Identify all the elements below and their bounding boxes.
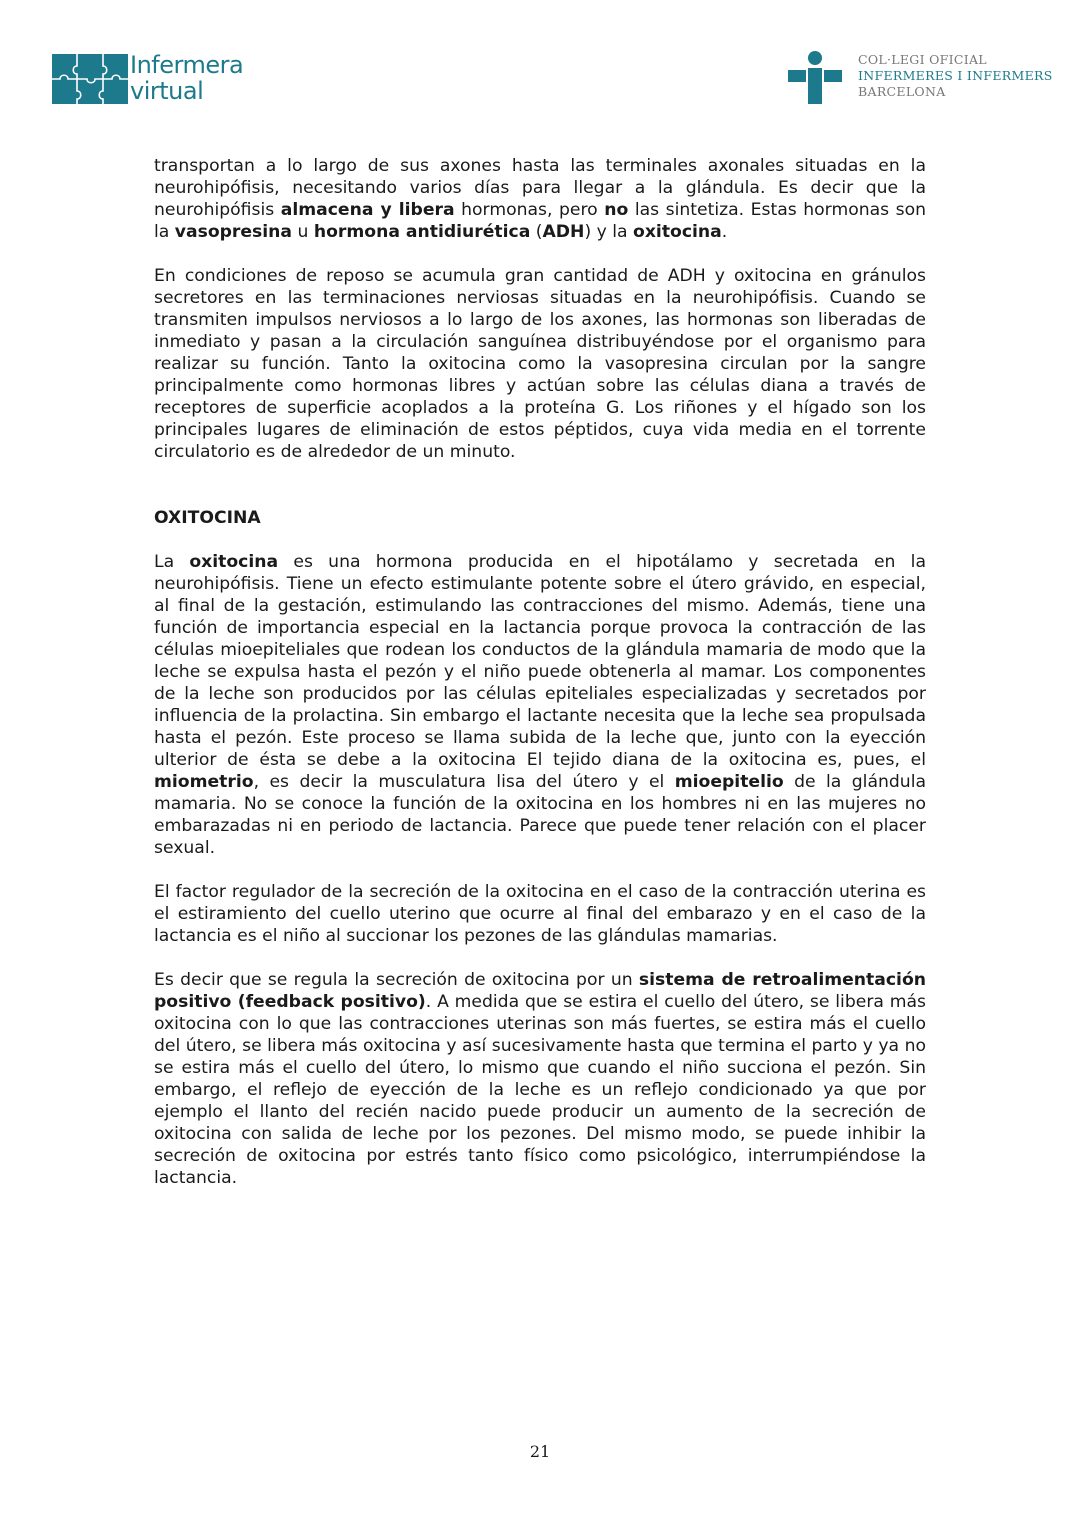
puzzle-icon [52, 54, 128, 104]
logo-line-2: virtual [130, 77, 204, 105]
paragraph-3: La oxitocina es una hormona producida en el hipotálamo y secretada en la neurohipófisis. Tiene un efecto estimulante potente sobre el útero grávido, en especial, al final de la gestación, estimulando las contracciones del mismo. Además, tiene una función de importancia especial en la lactancia porque provoca la contracción de las células mioepiteliales que rodean los conductos de la glándula mamaria de modo que la leche se expulsa hasta el pezón y el niño puede obtenerla al mamar. Los componentes de la leche son producidos por las células epiteliales especializadas y secretados por influencia de la prolactina. Sin embargo el lactante necesita que la leche sea propulsada hasta el pezón. Este proceso se llama subida de la leche que, junto con la eyección ulterior de ésta se debe a la oxitocina El tejido diana de la oxitocina es, pues, el miometrio, es decir la musculatura lisa del útero y el mioepitelio de la glándula mamaria. No se conoce la función de la oxitocina en los hombres ni en las mujeres no embarazadas ni en periodo de lactancia. Parece que puede tener relación con el placer sexual. [154, 552, 926, 858]
college-line-1: COL·LEGI OFICIAL [858, 52, 987, 67]
college-logo [786, 50, 1053, 106]
infermera-virtual-logo [52, 52, 252, 108]
logo-text [130, 52, 243, 104]
college-line-3: BARCELONA [858, 84, 946, 99]
page-number: 21 [529, 1442, 551, 1461]
paragraph-1: transportan a lo largo de sus axones hasta las terminales axonales situadas en la neurohipófisis, necesitando varios días para llegar a la glándula. Es decir que la neurohipófisis almacena y libera hormonas, pero no las sintetiza. Estas hormonas son la vasopresina u hormona antidiurética (ADH) y la oxitocina. [154, 156, 927, 242]
section-heading: OXITOCINA [154, 508, 261, 528]
document-body [154, 155, 926, 1189]
college-name [858, 52, 1053, 100]
cross-icon [786, 50, 842, 104]
college-line-2: INFERMERES I INFERMERS [858, 68, 1053, 83]
paragraph-2: En condiciones de reposo se acumula gran cantidad de ADH y oxitocina en gránulos secretores en las terminaciones nerviosas situadas en la neurohipófisis. Cuando se transmiten impulsos nerviosos a lo largo de los axones, las hormonas son liberadas de inmediato y pasan a la circulación sanguínea distribuyéndose por el organismo para realizar su función. Tanto la oxitocina como la vasopresina circulan por la sangre principalmente como hormonas libres y actúan sobre las células diana a través de receptores de superficie acoplados a la proteína G. Los riñones y el hígado son los principales lugares de eliminación de estos péptidos, cuya vida media en el torrente circulatorio es de alrededor de un minuto. [154, 266, 926, 462]
logo-line-1: Infermera [130, 51, 244, 79]
paragraph-4: El factor regulador de la secreción de la oxitocina en el caso de la contracción uterina es el estiramiento del cuello uterino que ocurre al final del embarazo y en el caso de la lactancia es el niño al succionar los pezones de las glándulas mamarias. [154, 882, 926, 946]
paragraph-5: Es decir que se regula la secreción de oxitocina por un sistema de retroalimentación positivo (feedback positivo). A medida que se estira el cuello del útero, se libera más oxitocina con lo que las contracciones uterinas son más fuertes, se estira más el cuello del útero, se libera más oxitocina y así sucesivamente hasta que termina el parto y ya no se estira más el cuello del útero, lo mismo que cuando el niño succiona el pezón. Sin embargo, el reflejo de eyección de la leche es un reflejo condicionado ya que por ejemplo el llanto del recién nacido puede producir un aumento de la secreción de oxitocina con salida de leche por los pezones. Del mismo modo, se puede inhibir la secreción de oxitocina por estrés tanto físico como psicológico, interrumpiéndose la lactancia. [154, 970, 926, 1188]
